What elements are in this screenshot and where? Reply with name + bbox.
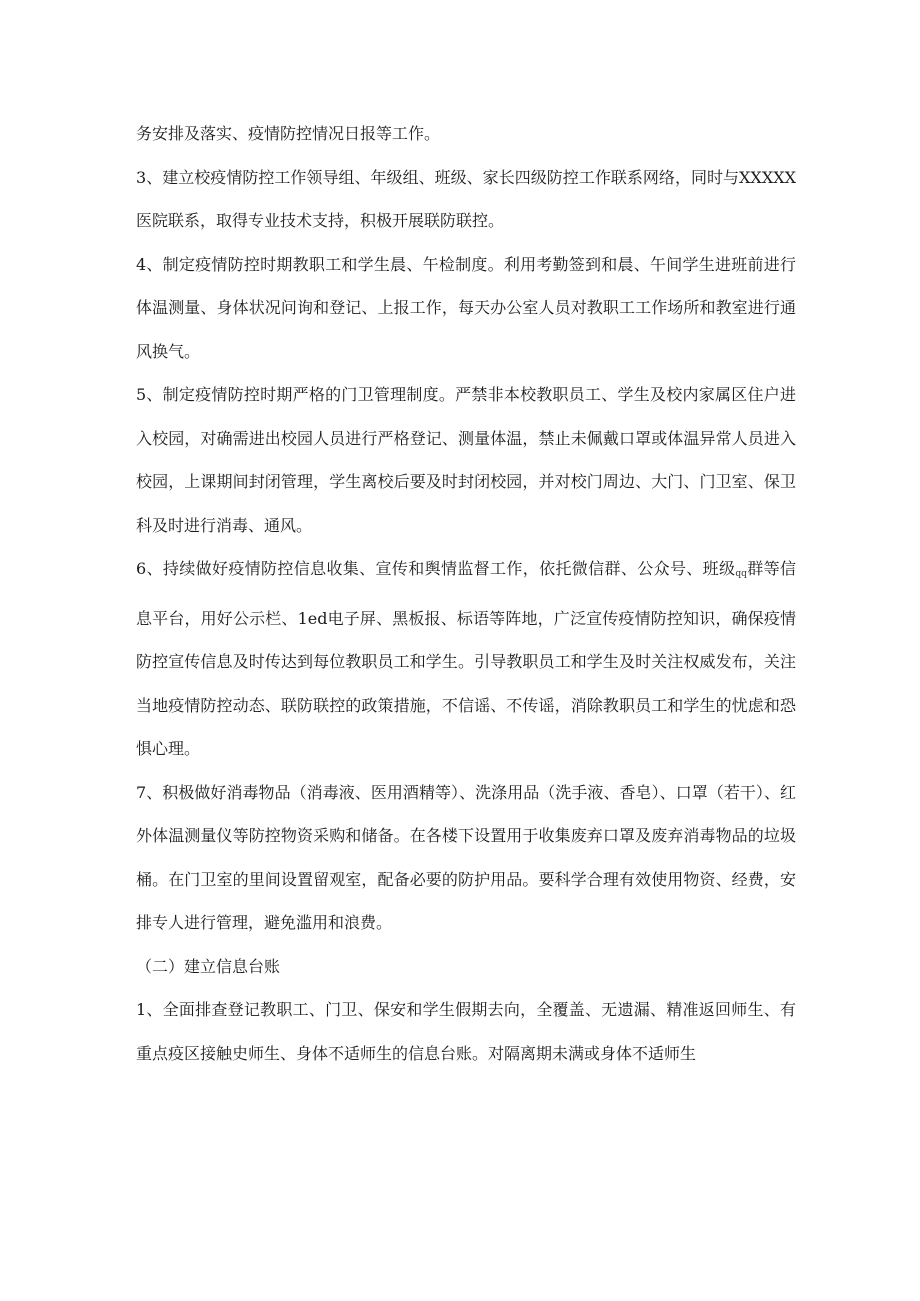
paragraph-item-5: 5、制定疫情防控时期严格的门卫管理制度。严禁非本校教职员工、学生及校内家属区住户进入校园，对确需进出校园人员进行严格登记、测量体温，禁止未佩戴口罩或体温异常人员进入校园，上课期间封闭管理，学生离校后要及时封闭校园，并对校门周边、大门、门卫室、保卫科及时进行消毒、通风。 (136, 385, 796, 535)
document-body (136, 112, 796, 1075)
section-heading: （二）建立信息台账 (136, 956, 281, 976)
paragraph-item-6-part-1: 6、持续做好疫情防控信息收集、宣传和舆情监督工作，依托微信群、公众号、班级 (136, 559, 736, 578)
paragraph-item-4: 4、制定疫情防控时期教职工和学生晨、午检制度。利用考勤签到和晨、午间学生进班前进行体温测量、身体状况问询和登记、上报工作，每天办公室人员对教职工工作场所和教室进行通风换气。 (136, 254, 796, 361)
paragraph-item-6-part-2: 群等信息平台，用好公示栏、1ed电子屏、黑板报、标语等阵地，广泛宣传疫情防控知识，确保疫情防控宣传信息及时传达到每位教职员工和学生。引导教职员工和学生及时关注权威发布，关注当地疫情防控动态、联防联控的政策措施，不信谣、不传谣，消除教职员工和学生的忧虑和恐惧心理。 (136, 559, 796, 758)
paragraph-item-3: 3、建立校疫情防控工作领导组、年级组、班级、家长四级防控工作联系网络，同时与XXXXX医院联系，取得专业技术支持，积极开展联防联控。 (136, 167, 796, 230)
qq-note: qq (735, 569, 747, 579)
paragraph-item-7: 7、积极做好消毒物品（消毒液、医用酒精等）、洗涤用品（洗手液、香皂）、口罩（若干）、红外体温测量仪等防控物资采购和储备。在各楼下设置用于收集废弃口罩及废弃消毒物品的垃圾桶。在门卫室的里间设置留观室，配备必要的防护用品。要科学合理有效使用物资、经费，安排专人进行管理，避免滥用和浪费。 (136, 782, 796, 932)
paragraph-item-6 (136, 547, 796, 771)
paragraph-subitem-1: 1、全面排查登记教职工、门卫、保安和学生假期去向，全覆盖、无遗漏、精准返回师生、有重点疫区接触史师生、身体不适师生的信息台账。对隔离期未满或身体不适师生 (136, 1000, 796, 1063)
paragraph-continuation: 务安排及落实、疫情防控情况日报等工作。 (136, 124, 441, 143)
